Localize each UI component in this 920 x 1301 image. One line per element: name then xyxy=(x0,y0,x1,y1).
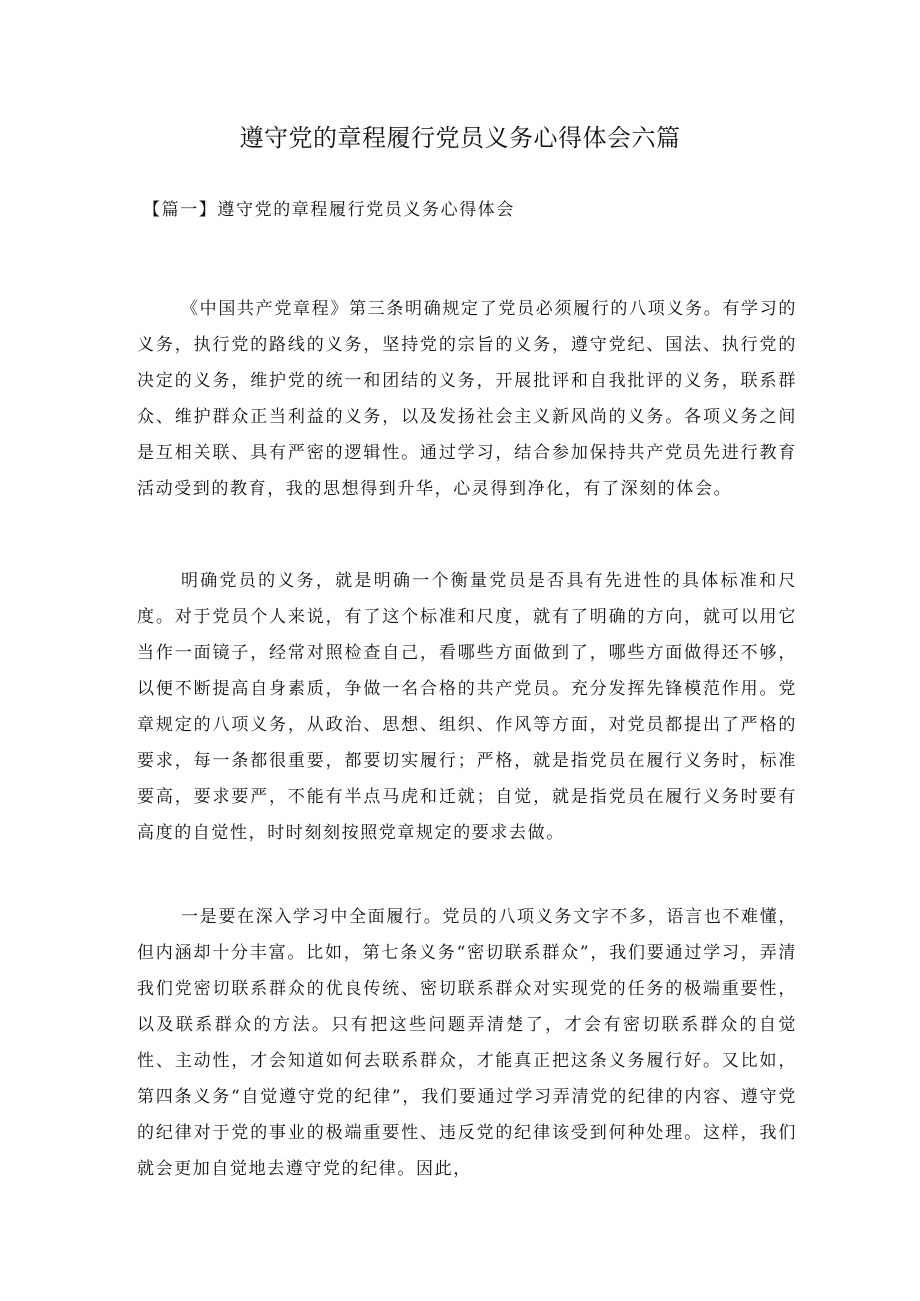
section-heading: 【篇一】遵守党的章程履行党员义务心得体会 xyxy=(143,200,515,220)
body-paragraph-2: 明确党员的义务，就是明确一个衡量党员是否具有先进性的具体标准和尺度。对于党员个人来说，有了这个标准和尺度，就有了明确的方向，就可以用它当作一面镜子，经常对照检查自己，看哪些方面做到了，哪些方面做得还不够，以便不断提高自身素质，争做一名合格的共产党员。充分发挥先锋模范作用。党章规定的八项义务，从政治、思想、组织、作风等方面，对党员都提出了严格的要求，每一条都很重要，都要切实履行；严格，就是指党员在履行义务时，标准要高，要求要严，不能有半点马虎和迁就；自觉，就是指党员在履行义务时要有高度的自觉性，时时刻刻按照党章规定的要求去做。 xyxy=(137,571,797,843)
body-paragraph-3: 一是要在深入学习中全面履行。党员的八项义务文字不多，语言也不难懂，但内涵却十分丰富。比如，第七条义务“密切联系群众”，我们要通过学习，弄清我们党密切联系群众的优良传统、密切联系群众对实现党的任务的极端重要性，以及联系群众的方法。只有把这些问题弄清楚了，才会有密切联系群众的自觉性、主动性，才会知道如何去联系群众，才能真正把这条义务履行好。又比如，第四条义务“自觉遵守党的纪律”，我们要通过学习弄清党的纪律的内容、遵守党的纪律对于党的事业的极端重要性、违反党的纪律该受到何种处理。这样，我们就会更加自觉地去遵守党的纪律。因此， xyxy=(137,907,797,1179)
body-paragraph-1: 《中国共产党章程》第三条明确规定了党员必须履行的八项义务。有学习的义务，执行党的路线的义务，坚持党的宗旨的义务，遵守党纪、国法、执行党的决定的义务，维护党的统一和团结的义务，开展批评和自我批评的义务，联系群众、维护群众正当利益的义务，以及发扬社会主义新风尚的义务。各项义务之间是互相关联、具有严密的逻辑性。通过学习，结合参加保持共产党员先进行教育活动受到的教育，我的思想得到升华，心灵得到净化，有了深刻的体会。 xyxy=(137,299,797,499)
document-title: 遵守党的章程履行党员义务心得体会六篇 xyxy=(239,124,681,152)
